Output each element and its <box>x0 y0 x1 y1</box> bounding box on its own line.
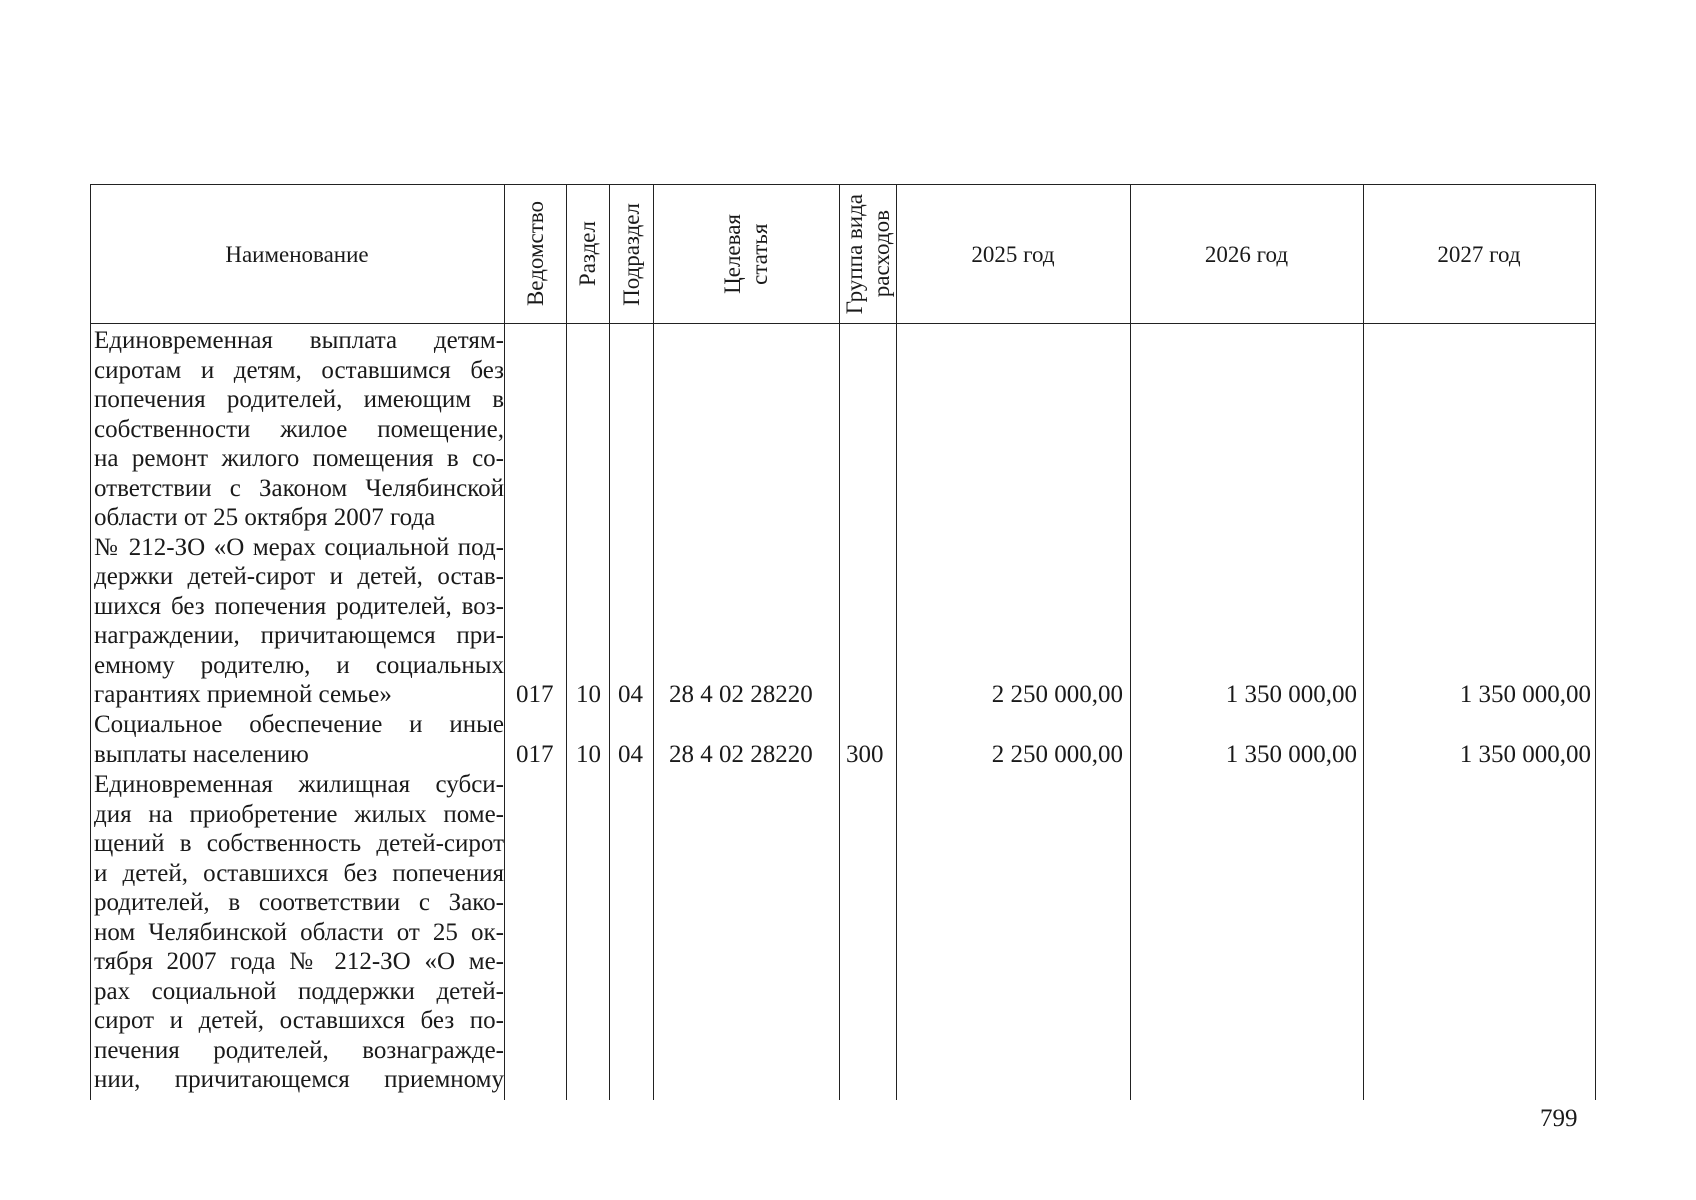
name-line: гарантиях приемной семье» <box>94 681 392 708</box>
row-2-razdel: 10 <box>576 741 601 768</box>
name-line: рах социальной поддержки детей- <box>94 977 504 1005</box>
name-line: награждении, причитающемся при- <box>94 622 504 649</box>
name-line: Единовременная выплата детям- <box>94 327 504 354</box>
header-podrazdel <box>609 184 653 324</box>
row-2-podrazdel: 04 <box>618 741 643 768</box>
name-line: щений в собственность детей-сирот <box>94 830 504 857</box>
row-2-2025: 2 250 000,00 <box>991 741 1123 768</box>
name-line: и детей, оставшихся без попечения <box>94 859 504 887</box>
name-line: на ремонт жилого помещения в со- <box>94 445 504 472</box>
header-razdel <box>566 184 609 324</box>
row-1-vedomstvo: 017 <box>516 681 554 708</box>
page-number: 799 <box>1540 1105 1578 1132</box>
header-gruppa <box>839 184 896 324</box>
name-line: держки детей-сирот и детей, остав- <box>94 563 504 590</box>
header-celevaya-line2: статья <box>747 223 772 285</box>
row-2-2027: 1 350 000,00 <box>1459 741 1591 768</box>
row-1-name <box>94 326 504 710</box>
row-2-vedomstvo: 017 <box>516 741 554 768</box>
name-line: сирот и детей, оставшихся без по- <box>94 1007 504 1034</box>
header-podrazdel-label: Подраздел <box>618 202 644 306</box>
name-line: печения родителей, вознагражде- <box>94 1036 504 1064</box>
name-line: емному родителю, и социальных <box>94 651 504 679</box>
row-2-celevaya: 28 4 02 28220 <box>669 741 813 768</box>
header-celevaya-label <box>719 214 773 294</box>
header-2025 <box>896 184 1130 324</box>
header-name-label: Наименование <box>225 241 369 267</box>
name-line: тября 2007 года № 212-ЗО «О ме- <box>94 948 504 975</box>
row-2-gruppa: 300 <box>846 741 884 768</box>
name-line: попечения родителей, имеющим в <box>94 386 504 413</box>
row-1-2025: 2 250 000,00 <box>991 681 1123 708</box>
header-gruppa-line2: расходов <box>868 210 894 298</box>
name-line: ответствии с Законом Челябинской <box>94 474 504 502</box>
header-2027 <box>1363 184 1595 324</box>
row-1-celevaya: 28 4 02 28220 <box>669 681 813 708</box>
row-1-2027: 1 350 000,00 <box>1459 681 1591 708</box>
row-1-2026: 1 350 000,00 <box>1225 681 1357 708</box>
header-gruppa-label <box>841 194 895 314</box>
row-2-name <box>94 710 504 769</box>
name-line: шихся без попечения родителей, воз- <box>94 592 504 620</box>
name-line: Единовременная жилищная субси- <box>94 771 504 798</box>
name-line: выплаты населению <box>94 740 309 768</box>
header-2026 <box>1130 184 1363 324</box>
header-name <box>90 184 504 324</box>
name-line: собственности жилое помещение, <box>94 415 504 443</box>
header-celevaya-line1: Целевая <box>720 214 745 294</box>
name-line: ном Челябинской области от 25 ок- <box>94 918 504 946</box>
row-2-2026: 1 350 000,00 <box>1225 741 1357 768</box>
name-line: дия на приобретение жилых поме- <box>94 800 504 828</box>
row-3-name <box>94 770 504 1095</box>
row-1-razdel: 10 <box>576 681 601 708</box>
col-border <box>1595 184 1596 1100</box>
header-2027-label: 2027 год <box>1437 241 1521 267</box>
header-2025-label: 2025 год <box>971 241 1055 267</box>
header-2026-label: 2026 год <box>1204 241 1289 267</box>
name-line: № 212-ЗО «О мерах социальной под- <box>94 533 504 561</box>
header-razdel-label: Раздел <box>575 221 600 287</box>
row-1-podrazdel: 04 <box>618 681 643 708</box>
name-line: нии, причитающемся приемному <box>94 1066 504 1093</box>
name-line: области от 25 октября 2007 года <box>94 504 436 531</box>
name-line: Социальное обеспечение и иные <box>94 711 504 738</box>
header-vedomstvo <box>504 184 566 324</box>
name-line: сиротам и детям, оставшимся без <box>94 356 504 384</box>
name-line: родителей, в соответствии с Зако- <box>94 889 504 916</box>
header-vedomstvo-label: Ведомство <box>522 201 548 307</box>
header-celevaya <box>653 184 839 324</box>
header-gruppa-line1: Группа вида <box>841 193 867 315</box>
